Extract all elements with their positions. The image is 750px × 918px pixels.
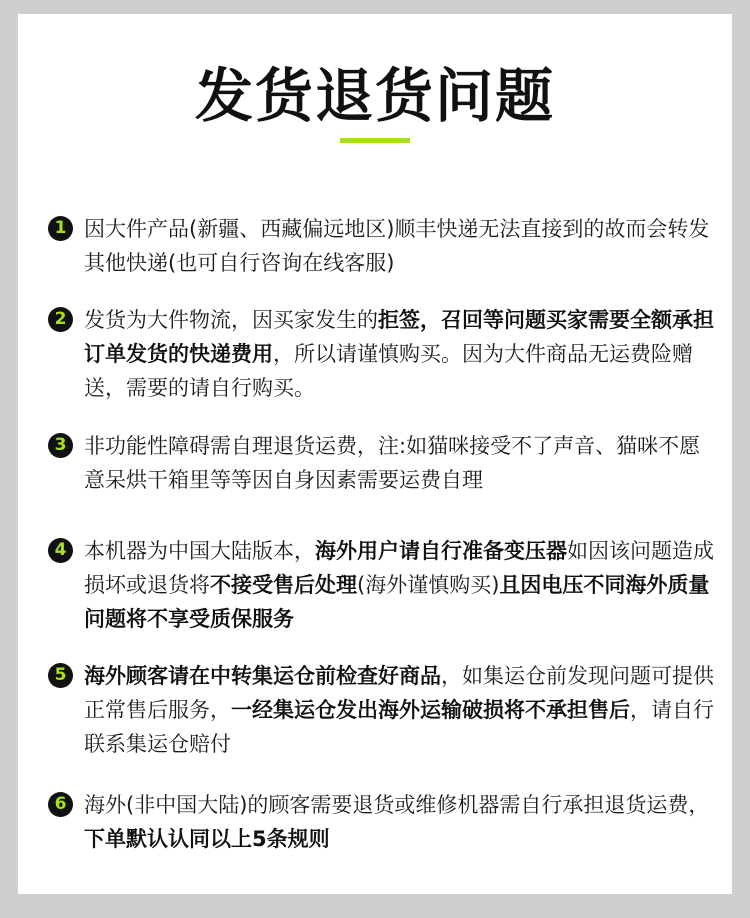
badge-number: 2 — [54, 309, 67, 329]
item-segment-bold: 一经集运仓发出海外运输破损将不承担售后 — [231, 698, 630, 722]
item-segment-bold: 且因电压不同海外质量问题将不享受质保服务 — [84, 573, 710, 631]
badge-number: 5 — [54, 665, 67, 685]
page-title: 发货退货问题 — [194, 62, 555, 130]
number-badge — [48, 307, 73, 332]
item-segment-bold: 海外顾客请在中转集运仓前检查好商品 — [84, 664, 441, 688]
item-text — [84, 659, 720, 761]
badge-number: 4 — [54, 540, 67, 560]
item-text — [84, 788, 720, 856]
item-text — [84, 534, 720, 636]
item-segment-bold: 不接受售后处理 — [210, 573, 357, 597]
number-badge — [48, 216, 73, 241]
item-segment-bold: 拒签，召回等问题买家需要全额承担订单发货的快递费用 — [84, 308, 714, 366]
title-underline — [340, 138, 410, 143]
item-segment: 因大件产品(新疆、西藏偏远地区)顺丰快递无法直接到的故而会转发其他快递(也可自行咨询在线客服) — [84, 217, 710, 275]
number-badge — [48, 792, 73, 817]
item-segment: ，如集运仓前发现问题可提供正常售后服务， — [84, 664, 714, 722]
content-card — [18, 14, 732, 894]
item-segment: ，请自行联系集运仓赔付 — [84, 698, 714, 756]
item-text — [84, 429, 720, 497]
item-segment-bold: 下单默认认同以上5条规则 — [84, 827, 330, 851]
badge-number: 3 — [54, 435, 67, 455]
item-text — [84, 212, 720, 280]
item-segment: 发货为大件物流，因买家发生的 — [84, 308, 378, 332]
item-segment-bold: 海外用户请自行准备变压器 — [315, 539, 567, 563]
badge-number: 1 — [54, 218, 67, 238]
item-segment: 海外(非中国大陆)的顾客需要退货或维修机器需自行承担退货运费， — [84, 793, 710, 817]
item-segment: 本机器为中国大陆版本， — [84, 539, 315, 563]
item-segment: ，所以请谨慎购买。因为大件商品无运费险赠送，需要的请自行购买。 — [84, 342, 693, 400]
item-text — [84, 303, 720, 405]
number-badge — [48, 663, 73, 688]
item-segment: 非功能性障碍需自理退货运费，注:如猫咪接受不了声音、猫咪不愿意呆烘干箱里等等因自身因素需要运费自理 — [84, 434, 701, 492]
number-badge — [48, 538, 73, 563]
item-segment: (海外谨慎购买) — [357, 573, 500, 597]
number-badge — [48, 433, 73, 458]
badge-number: 6 — [54, 794, 67, 814]
item-segment: 如因该问题造成损坏或退货将 — [84, 539, 714, 597]
